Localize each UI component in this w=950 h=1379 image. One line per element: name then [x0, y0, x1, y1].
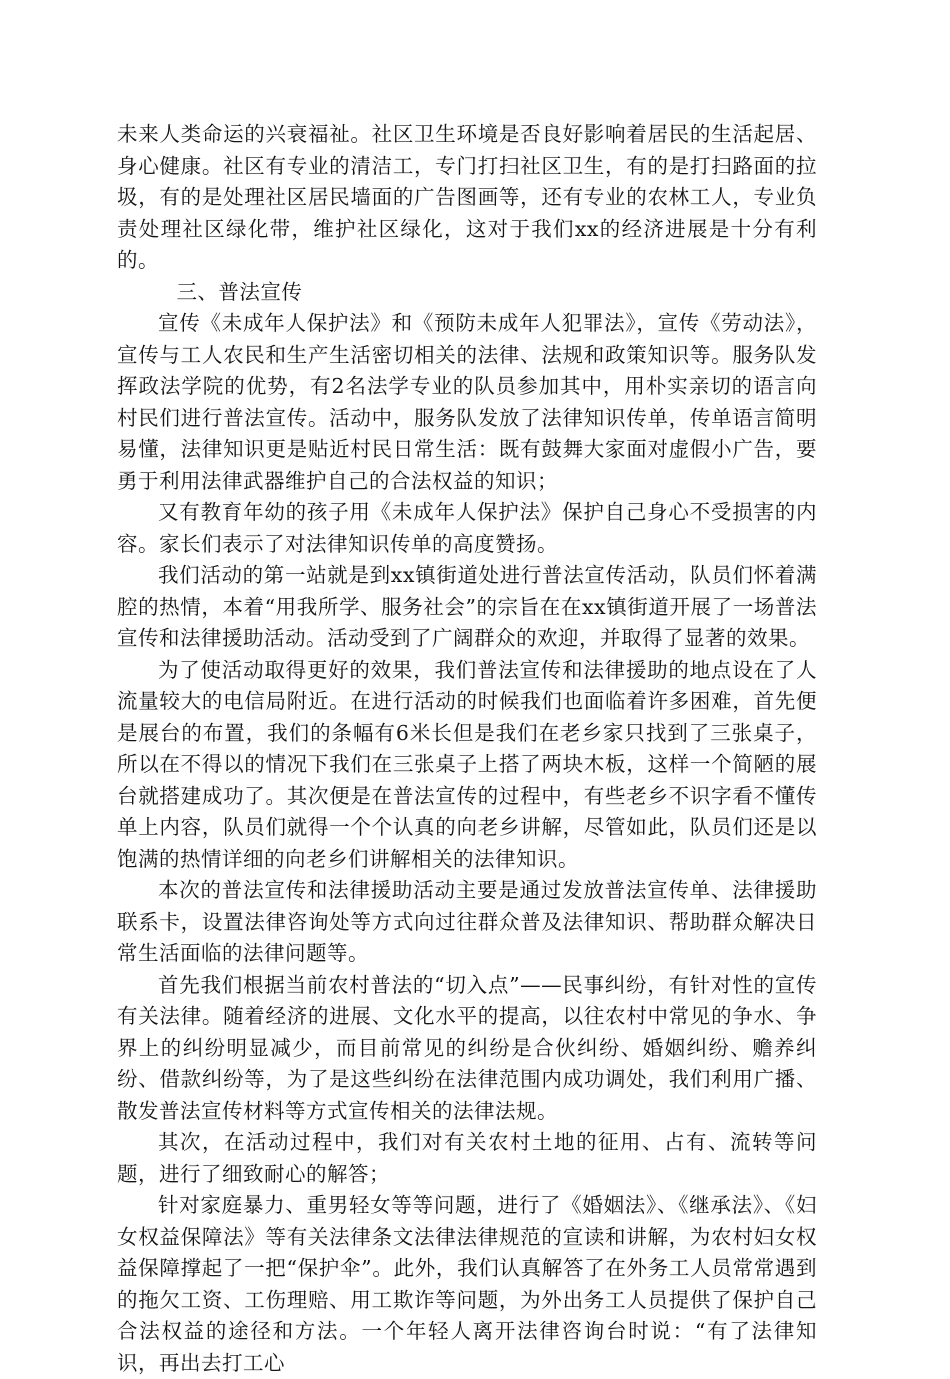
paragraph-first-stop: 我们活动的第一站就是到xx镇街道处进行普法宣传活动，队员们怀着满腔的热情，本着“用我所学、服务社会”的宗旨在在xx镇街道开展了一场普法宣传和法律援助活动。活动受到了广阔群众的欢迎，并取得了显著的效果。 — [117, 563, 817, 650]
paragraph-booth-setup: 为了使活动取得更好的效果，我们普法宣传和法律援助的地点设在了人流量较大的电信局附近。在进行活动的时候我们也面临着许多困难，首先便是展台的布置，我们的条幅有6米长但是我们在老乡家只找到了三张桌子，所以在不得以的情况下我们在三张桌子上搭了两块木板，这样一个简陋的展台就搭建成功了。其次便是在普法宣传的过程中，有些老乡不识字看不懂传单上内容，队员们就得一个个认真的向老乡讲解，尽管如此，队员们还是以饱满的热情详细的向老乡们讲解相关的法律知识。 — [117, 657, 817, 871]
paragraph-domestic-violence: 针对家庭暴力、重男轻女等等问题，进行了《婚姻法》、《继承法》、《妇女权益保障法》等有关法律条文法律法律规范的宣读和讲解，为农村妇女权益保障撑起了一把“保护伞”。此外，我们认真解答了在外务工人员常常遇到的拖欠工资、工伤理赔、用工欺诈等问题，为外出务工人员提供了保护自己合法权益的途径和方法。一个年轻人离开法律咨询台时说：“有了法律知识，再出去打工心 — [117, 1193, 817, 1375]
paragraph-land-issues: 其次，在活动过程中，我们对有关农村土地的征用、占有、流转等问题，进行了细致耐心的解答； — [117, 1130, 817, 1186]
paragraph-law-publicity: 宣传《未成年人保护法》和《预防未成年人犯罪法》，宣传《劳动法》，宣传与工人农民和生产生活密切相关的法律、法规和政策知识等。服务队发挥政法学院的优势，有2名法学专业的队员参加其中，用朴实亲切的语言向村民们进行普法宣传。活动中，服务队发放了法律知识传单，传单语言简明易懂，法律知识更是贴近村民日常生活：既有鼓舞大家面对虚假小广告，要勇于利用法律武器维护自己的合法权益的知识； — [117, 311, 817, 493]
paragraph-children-protection: 又有教育年幼的孩子用《未成年人保护法》保护自己身心不受损害的内容。家长们表示了对法律知识传单的高度赞扬。 — [117, 500, 817, 556]
paragraph-community-hygiene: 未来人类命运的兴衰福祉。社区卫生环境是否良好影响着居民的生活起居、身心健康。社区有专业的清洁工，专门打扫社区卫生，有的是打扫路面的拉圾，有的是处理社区居民墙面的广告图画等，还有专业的农林工人，专业负责处理社区绿化带，维护社区绿化，这对于我们xx的经济进展是十分有利的。 — [117, 122, 817, 272]
paragraph-civil-disputes: 首先我们根据当前农村普法的“切入点”——民事纠纷，有针对性的宣传有关法律。随着经济的进展、文化水平的提高，以往农村中常见的争水、争界上的纠纷明显减少，而目前常见的纠纷是合伙纠纷、婚姻纠纷、赡养纠纷、借款纠纷等，为了是这些纠纷在法律范围内成功调处，我们利用广播、散发普法宣传材料等方式宣传相关的法律法规。 — [117, 972, 817, 1123]
document-page — [117, 119, 817, 1379]
paragraph-activity-summary: 本次的普法宣传和法律援助活动主要是通过发放普法宣传单、法律援助联系卡，设置法律咨询处等方式向过往群众普及法律知识、帮助群众解决日常生活面临的法律问题等。 — [117, 878, 817, 965]
section-heading-legal-publicity: 三、普法宣传 — [176, 279, 303, 304]
